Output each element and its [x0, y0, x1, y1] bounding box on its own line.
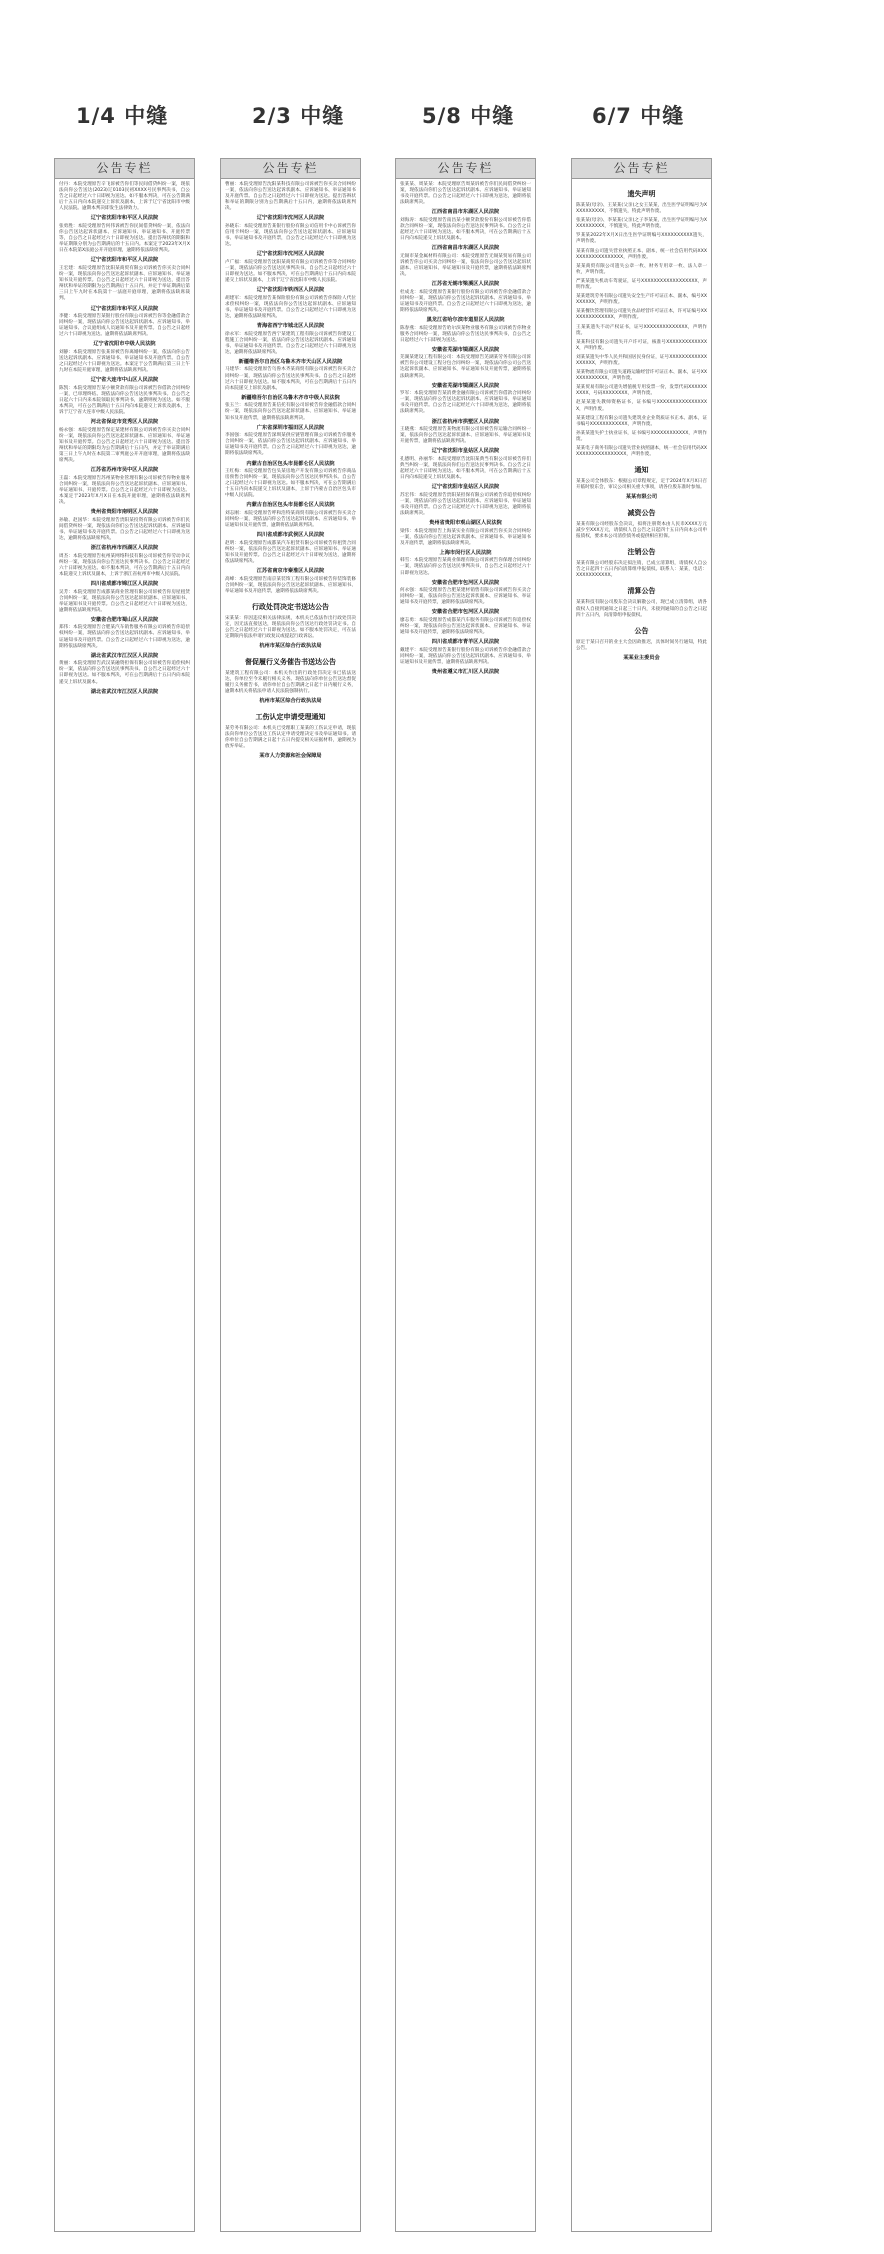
notice-issuer: 四川省成都市青羊区人民法院 — [431, 639, 500, 646]
heading-1-4: 1/4 中缝 — [76, 104, 169, 128]
notice-issuer: 贵州省遵义市汇川区人民法院 — [431, 668, 500, 675]
notice-paragraph: 某某公司全体股东：根据公司章程规定，定于2024年X月X日召开临时股东会，审议公司相关重大事项，请各位股东准时参加。 — [576, 479, 707, 491]
notice-paragraph: 戴建平：本院受理原告某银行股份有限公司诉被告你金融借款合同纠纷一案，现依法向你公告送达起诉状副本、应诉通知书、举证通知书及开庭传票，逾期将依法缺席判决。 — [400, 647, 531, 665]
notice-paragraph: 罗军：本院受理原告某消费金融有限公司诉被告你借款合同纠纷一案，现依法向你公告送达起诉状副本、应诉通知书、举证通知书及开庭传票。自公告之日起经过六十日即视为送达，逾期将依法缺席判决。 — [400, 391, 531, 415]
notice-issuer: 湖北省武汉市江汉区人民法院 — [90, 688, 159, 695]
notice-paragraph: 原定于某日召开的业主大会因故推迟，具体时间另行通知，特此公告。 — [576, 639, 707, 651]
notice-issuer: 上海市闵行区人民法院 — [439, 549, 492, 556]
column-4 — [571, 158, 712, 2232]
notice-paragraph: 付丹：本院受理原告辛飞诉被告你们等民间借贷纠纷一案，现依法向你公告送达(2023)辽0103民初XXXX号民事判决书，自公告之日起经过六十日即视为送达。如不服本判决，可在公告期满后十五日内向本院递交上诉状及副本，上诉于辽宁省沈阳市中级人民法院。逾期本判决即发生法律效力。 — [59, 182, 190, 212]
notice-paragraph: 王磊：本院受理原告苏州某物业管理有限公司诉被告你物业服务合同纠纷一案，现依法向你公告送达起诉状副本、应诉通知书、举证通知书、开庭传票。自公告之日起经过六十日即视为送达。本案定于2023年X月X日在本院开庭审理，逾期将依法缺席判决。 — [59, 475, 190, 506]
notice-paragraph: 孙晓东：本院受理原告某银行股份有限公司信用卡中心诉被告你信用卡纠纷一案，现依法向你公告送达起诉状副本、应诉通知书、举证通知书及开庭传票，自公告之日起经过六十日即视为送达。 — [225, 223, 356, 248]
section-title: 注销公告 — [627, 548, 656, 557]
notice-paragraph: 赵某某遗失教师资格证书，证书编号XXXXXXXXXXXXXXXXX，声明作废。 — [576, 400, 707, 412]
notice-issuer: 内蒙古自治区包头市昆都仑区人民法院 — [246, 460, 335, 467]
notice-paragraph: 严某某遗失机动车驾驶证，证号XXXXXXXXXXXXXXXXXX，声明作废。 — [576, 278, 707, 291]
notice-issuer: 杭州市某区综合行政执法局 — [259, 698, 322, 705]
notice-paragraph: 赵明：本院受理原告成都某汽车租赁有限公司诉被告你租赁合同纠纷一案，依法向你公告送达起诉状副本、应诉通知书、举证通知书及开庭传票。自公告之日起经过六十日即视为送达，逾期将依法缺席判决。 — [225, 540, 356, 565]
notice-issuer: 新疆维吾尔自治区乌鲁木齐市天山区人民法院 — [238, 358, 343, 365]
notice-paragraph: 曹丽：本院受理原告沈阳某科技有限公司诉被告你买卖合同纠纷一案，依法向你公告送达起诉状副本、应诉通知书、举证通知书及开庭传票。自公告之日起经过六十日即视为送达。提出答辩状和举证的期限分别为公告期满后十五日内，逾期将依法缺席判决。 — [225, 182, 356, 212]
notice-issuer: 黑龙江省哈尔滨市道里区人民法院 — [426, 317, 505, 323]
notice-paragraph: 张某某(母亲)、李某某(父亲)之子李某某，出生医学证明编号为XXXXXXXXXX，不慎遗失，特此声明作废。 — [576, 218, 707, 230]
notice-paragraph: 胡建军：本院受理原告某保险股份有限公司诉被告你保险人代位求偿权纠纷一案，现依法向你公告送达起诉状副本、应诉通知书、举证通知书及开庭传票。自公告之日起经过六十日即视为送达，逾期将依法缺席判决。 — [225, 295, 356, 319]
column-1 — [54, 158, 195, 2232]
notice-paragraph: 王红梅：本院受理原告包头某房地产开发有限公司诉被告你商品房预售合同纠纷一案，现依法向你公告送达民事判决书。自公告之日起经过六十日即视为送达。如不服本判决，可在公告期满后十五日内向本院递交上诉状及副本，上诉于内蒙古自治区包头市中级人民法院。 — [225, 469, 356, 499]
notice-paragraph: 梁伟：本院受理原告上海某实业有限公司诉被告你买卖合同纠纷一案，依法向你公告送达起诉状副本、应诉通知书、举证通知书及开庭传票，逾期将依法缺席判决。 — [400, 528, 531, 546]
notice-paragraph: 韩雪：本院受理原告某商业保理有限公司诉被告你保理合同纠纷一案，现依法向你公告送达民事判决书，自公告之日起经过六十日即视为送达。 — [400, 558, 531, 576]
notice-issuer: 江西省南昌市东湖区人民法院 — [431, 209, 500, 216]
notice-issuer: 贵州省贵阳市观山湖区人民法院 — [429, 520, 502, 527]
notice-paragraph: 卢广福：本院受理原告沈阳某商贸有限公司诉被告你等合同纠纷一案，现依法向你公告送达民事判决书。自公告之日起经过六十日即视为送达。如不服本判决，可在公告期满后十五日内向本院递交上诉状及副本，上诉于辽宁省沈阳市中级人民法院。 — [225, 259, 356, 284]
notice-issuer: 四川省成都市武侯区人民法院 — [256, 532, 325, 539]
notice-paragraph: 宋某某：你因违反相关法律法规，本机关已依法作出行政处罚决定，因无法直接送达，现依法向你公告送达行政处罚决定书。自公告之日起经过六十日即视为送达。如不服本处罚决定，可在法定期限内依法申请行政复议或提起行政诉讼。 — [225, 615, 356, 640]
notice-paragraph: 王晓燕：本院受理原告某物流有限公司诉被告你运输合同纠纷一案，依法向你公告送达起诉状副本、应诉通知书、举证通知书及开庭传票，逾期将依法缺席判决。 — [400, 427, 531, 445]
notice-paragraph: 张某某、周某某：本院受理原告周某诉被告你们民间借贷纠纷一案，现依法向你们公告送达起诉状副本、应诉通知书、举证通知书及开庭传票。自公告之日起经过六十日即视为送达，逾期将依法缺席判决。 — [400, 182, 531, 206]
notice-paragraph: 何永强：本院受理原告合肥某建材销售有限公司诉被告你买卖合同纠纷一案，依法向你公告送达起诉状副本、应诉通知书、举证通知书及开庭传票，逾期将依法缺席判决。 — [400, 588, 531, 606]
notice-paragraph: 陈春燕：本院受理原告哈尔滨某物业服务有限公司诉被告你物业服务合同纠纷一案，现依法向你公告送达民事判决书，自公告之日起经过六十日即视为送达。 — [400, 325, 531, 343]
notice-paragraph: 王宏建：本院受理原告沈阳某商贸有限公司诉被告你买卖合同纠纷一案，现依法向你公告送达起诉状副本、应诉通知书、举证通知书及开庭传票。自公告之日起经过六十日即视为送达，提出答辩状和举证的期限为公告期满后十五日内，并定于举证期满后第三日上午九时在本院第十一法庭开庭审理，逾期将依法缺席裁判。 — [59, 265, 190, 302]
notice-paragraph: 某建筑工程有限公司：本机关作出的行政处罚决定书已依法送达，你单位至今未履行相关义务。现依法向你单位公告送达督促履行义务催告书，请你单位自公告期满之日起十日内履行义务，逾期本机关将依法申请人民法院强制执行。 — [225, 670, 356, 695]
notice-paragraph: 廖志勇：本院受理原告成都某汽车服务有限公司诉被告你追偿权纠纷一案，现依法向你公告送达起诉状副本、应诉通知书、举证通知书及开庭传票，逾期将依法缺席判决。 — [400, 617, 531, 636]
notice-issuer: 四川省成都市锦江区人民法院 — [90, 581, 159, 587]
notice-paragraph: 某某科技有限公司遗失开户许可证，核准号XXXXXXXXXXXXXX，声明作废。 — [576, 339, 707, 351]
notice-paragraph: 某某建筑劳务有限公司遗失安全生产许可证正本、副本，编号XXXXXXXX，声明作废。 — [576, 294, 707, 306]
notice-issuer: 安徽省芜湖市镜湖区人民法院 — [431, 346, 500, 353]
notice-paragraph: 刘海涛：本院受理原告南昌某小额贷款股份有限公司诉被告你借款合同纠纷一案，现依法向你公告送达民事判决书。自公告之日起经过六十日即视为送达。如不服本判决，可在公告期满后十五日内向本院递交上诉状及副本。 — [400, 217, 531, 242]
notice-issuer: 新疆维吾尔自治区乌鲁木齐市中级人民法院 — [241, 394, 340, 401]
notice-paragraph: 吴芳：本院受理原告成都某商业管理有限公司诉被告你房屋租赁合同纠纷一案，现依法向你公告送达起诉状副本、应诉通知书、举证通知书及开庭传票。自公告之日起经过六十日即视为送达，逾期将依法缺席判决。 — [59, 589, 190, 613]
notice-issuer: 浙江省杭州市西湖区人民法院 — [90, 545, 159, 552]
notice-paragraph: 郑伟：本院受理原告合肥某汽车销售服务有限公司诉被告你追偿权纠纷一案，现依法向你公告送达起诉状副本、应诉通知书、举证通知书及开庭传票。自公告之日起经过六十日即视为送达，逾期将依法缺席判决。 — [59, 625, 190, 649]
notice-paragraph: 陈凯：本院受理原告某小额贷款有限公司诉被告你借款合同纠纷一案，已审理终结。现依法向你公告送达民事判决书。自公告之日起六十日内来本院领取民事判决书，逾期则视为送达。如不服本判决，可在公告期满后十五日内向本院递交上诉状及副本，上诉于辽宁省大连市中级人民法院。 — [59, 385, 190, 416]
section-title: 遗失声明 — [627, 190, 656, 198]
notice-paragraph: 徐永军：本院受理原告西宁某建筑工程有限公司诉被告你建设工程施工合同纠纷一案，依法向你公告送达起诉状副本、应诉通知书、举证通知书及开庭传票。自公告之日起经过六十日即视为送达，逾期将依法缺席判决。 — [225, 331, 356, 355]
notice-issuer: 辽宁省沈阳市沈河区人民法院 — [256, 251, 325, 258]
notice-paragraph: 马建华：本院受理原告乌鲁木齐某商贸有限公司诉被告你买卖合同纠纷一案，现依法向你公告送达民事判决书。自公告之日起经过六十日即视为送达。如不服本判决，可在公告期满后十五日内向本院递交上诉状及副本。 — [225, 367, 356, 391]
section-title: 通知 — [634, 466, 649, 475]
notice-paragraph: 李国强：本院受理原告深圳某供应链管理有限公司诉被告你服务合同纠纷一案，依法向你公告送达起诉状副本、应诉通知书、举证通知书及开庭传票。自公告之日起经过六十日即视为送达，逾期将依法缺席判决。 — [225, 433, 356, 457]
notice-issuer: 某市人力资源和社会保障局 — [259, 753, 322, 760]
column-title: 公告专栏 — [572, 159, 711, 179]
notice-issuer: 河北省保定市竞秀区人民法院 — [90, 419, 159, 426]
notice-issuer: 青海省西宁市城北区人民法院 — [256, 323, 325, 330]
notice-paragraph: 某某电子商务有限公司遗失营业执照副本，统一社会信用代码XXXXXXXXXXXXXXXXXX，声明作废。 — [576, 446, 707, 458]
notice-paragraph: 某某商贸有限公司遗失公章一枚、财务专用章一枚、法人章一枚，声明作废。 — [576, 263, 707, 275]
notice-paragraph: 杜成龙：本院受理原告某银行股份有限公司诉被告你金融借款合同纠纷一案，现依法向你公告送达起诉状副本、应诉通知书、举证通知书及开庭传票。自公告之日起经过六十日即视为送达，逾期将依法缺席判决。 — [400, 289, 531, 313]
column-title: 公告专栏 — [396, 159, 535, 179]
notice-issuer: 安徽省芜湖市镜湖区人民法院 — [431, 382, 500, 389]
column-title: 公告专栏 — [55, 159, 194, 179]
notice-paragraph: 苏宏伟：本院受理原告贵阳某担保有限公司诉被告你追偿权纠纷一案，现依法向你公告送达起诉状副本、应诉通知书、举证通知书及开庭传票。自公告之日起经过六十日即视为送达，逾期将依法缺席判决。 — [400, 492, 531, 516]
notice-issuer: 江苏省南京市秦淮区人民法院 — [256, 568, 325, 575]
notice-paragraph: 刘志刚：本院受理原告呼和浩特某商贸有限公司诉被告你买卖合同纠纷一案，现依法向你公告送达起诉状副本、应诉通知书、举证通知书及开庭传票，逾期将依法缺席判决。 — [225, 510, 356, 529]
notice-paragraph: 某某科技有限公司股东会决议解散公司，现已成立清算组，请各债权人自接到通知之日起三十日内，未接到通知的自公告之日起四十五日内，向清算组申报债权。 — [576, 600, 707, 618]
notice-paragraph: 孙某某遗失护士执业证书，证书编号XXXXXXXXXXXX，声明作废。 — [576, 430, 707, 442]
notice-paragraph: 张玉兰：本院受理原告某信托有限公司诉被告你金融借款合同纠纷一案，现依法向你公告送达起诉状副本、应诉通知书、举证通知书及开庭传票，逾期将依法缺席判决。 — [225, 403, 356, 421]
notice-paragraph: 高峰：本院受理原告南京某装饰工程有限公司诉被告你装饰装修合同纠纷一案，现依法向你公告送达起诉状副本、应诉通知书、举证通知书及开庭传票，逾期将依法缺席判决。 — [225, 576, 356, 594]
notice-paragraph: 某某有限公司遗失营业执照正本、副本，统一社会信用代码XXXXXXXXXXXXXXXXXX，声明作废。 — [576, 248, 707, 260]
notice-issuer: 辽宁省沈阳市和平区人民法院 — [90, 305, 159, 312]
section-title: 督促履行义务催告书送达公告 — [245, 657, 336, 666]
section-title: 工伤认定申请受理通知 — [255, 712, 326, 721]
notice-paragraph: 某某物流有限公司遗失道路运输经营许可证正本、副本，证号XXXXXXXXXXXX，声明作废。 — [576, 370, 707, 382]
notice-paragraph: 某某贸易有限公司遗失增值税专用发票一份，发票代码XXXXXXXXXX，号码XXXXXXXX，声明作废。 — [576, 385, 707, 397]
notice-issuer: 辽宁省沈阳市和平区人民法院 — [90, 215, 159, 222]
notice-paragraph: 芜湖某建设工程有限公司：本院受理原告芜湖某劳务有限公司诉被告你公司建设工程分包合同纠纷一案，现依法向你公司公告送达起诉状副本、应诉通知书、举证通知书及开庭传票，逾期将依法缺席判决。 — [400, 355, 531, 379]
notice-issuer: 广东省深圳市福田区人民法院 — [256, 424, 325, 431]
heading-2-3: 2/3 中缝 — [252, 104, 345, 128]
notice-paragraph: 刘某某遗失中华人民共和国居民身份证，证号XXXXXXXXXXXXXXXXXX，声明作废。 — [576, 354, 707, 366]
notice-issuer: 江苏省苏州市吴中区人民法院 — [90, 467, 159, 474]
notice-issuer: 某某业主委员会 — [623, 654, 660, 661]
notice-issuer: 辽宁省沈阳市皇姑区人民法院 — [431, 484, 500, 491]
notice-issuer: 内蒙古自治区包头市昆都仑区人民法院 — [246, 502, 335, 509]
notice-issuer: 江西省南昌市东湖区人民法院 — [431, 245, 500, 252]
notice-paragraph: 张勇胜：本院受理原告何伟诉被告你民间借贷纠纷一案，依法向你公告送达起诉状副本、应诉通知书、举证通知书、开庭传票等，自公告之日起经过六十日即视为送达。提出答辩状的期限和举证期限分别为公告期满后的十五日内。本案定于2023年X月X日在本院第X法庭公开开庭审理，逾期将依法缺席判决。 — [59, 223, 190, 254]
notice-paragraph: 罗某某2022年X月X日出生医学证明编号XXXXXXXXXX遗失，声明作废。 — [576, 233, 707, 245]
notice-issuer: 浙江省杭州市拱墅区人民法院 — [431, 418, 500, 425]
notice-issuer: 辽宁省沈阳市沈河区人民法院 — [256, 215, 325, 222]
column-3 — [395, 158, 536, 2232]
notice-paragraph: 李健：本院受理原告某银行股份有限公司诉被告你等金融借款合同纠纷一案，现依法向你公告送达起诉状副本、应诉通知书、举证通知书、合议庭组成人员通知书及开庭传票。自公告之日起经过六十日即视为送达。逾期将依法缺席判决。 — [59, 314, 190, 338]
notice-issuer: 杭州市某区综合行政执法局 — [259, 643, 322, 650]
column-body — [572, 179, 711, 663]
notice-paragraph: 王某某遗失不动产权证书，证号XXXXXXXXXXXXXX，声明作废。 — [576, 324, 707, 336]
notice-paragraph: 陈某某(母亲)、王某某(父亲)之女王某某，出生医学证明编号为XXXXXXXXXX，不慎遗失，特此声明作废。 — [576, 203, 707, 215]
notice-paragraph: 某某餐饮管理有限公司遗失食品经营许可证正本，许可证编号XXXXXXXXXXXXXX，声明作废。 — [576, 309, 707, 321]
notice-issuer: 某某有限公司 — [625, 494, 658, 501]
notice-issuer: 辽宁省沈阳市铁西区人民法院 — [256, 287, 325, 294]
section-title: 清算公告 — [627, 587, 656, 596]
notice-paragraph: 周杰：本院受理原告杭州某网络科技有限公司诉被告你劳动争议纠纷一案，现依法向你公告送达民事判决书。自公告之日起经过六十日即视为送达。如不服本判决，可在公告期满后十五日内向本院递交上诉状及副本，上诉于浙江省杭州市中级人民法院。 — [59, 553, 190, 577]
notice-paragraph: 杨永强：本院受理原告保定某建材有限公司诉被告你买卖合同纠纷一案，现依法向你公告送达起诉状副本、应诉通知书、举证通知书及开庭传票。自公告之日起经过六十日即视为送达。提出答辩状和举证的期限均为公告期满后十五日内，并定于举证期满后第三日上午九时在本院第二审判庭公开开庭审理，逾期将依法缺席判决。 — [59, 427, 190, 464]
column-body — [396, 179, 535, 677]
notice-issuer: 辽宁省沈阳市中级人民法院 — [93, 341, 156, 348]
notice-issuer: 安徽省合肥市包河区人民法院 — [431, 609, 500, 616]
column-body — [55, 179, 194, 697]
notice-paragraph: 某某有限公司经股东会决议，拟将注册资本由人民币XXXX万元减少至XXX万元，请债权人自公告之日起四十五日内向本公司申报债权，要求本公司清偿债务或提供相应担保。 — [576, 521, 707, 540]
notice-issuer: 安徽省合肥市包河区人民法院 — [431, 579, 500, 586]
heading-5-8: 5/8 中缝 — [422, 104, 515, 128]
section-title: 行政处罚决定书送达公告 — [252, 602, 329, 611]
notice-issuer: 辽宁省沈阳市和平区人民法院 — [90, 257, 159, 264]
notice-paragraph: 某某建设工程有限公司遗失建筑业企业资质证书正本、副本，证书编号XXXXXXXXXXXX，声明作废。 — [576, 415, 707, 427]
section-title: 公告 — [634, 626, 649, 635]
notice-paragraph: 无锡市某金属材料有限公司：本院受理原告无锡某贸易有限公司诉被告你公司买卖合同纠纷一案，依法向你公司公告送达起诉状副本、应诉通知书、举证通知书及开庭传票，逾期将依法缺席判决。 — [400, 253, 531, 278]
notice-paragraph: 某劳务有限公司：本机关已受理职工某某的工伤认定申请，现依法向你单位公告送达工伤认定申请受理决定书及举证通知书。请你单位自公告期满之日起十五日内提交相关证据材料，逾期视为放弃举证。 — [225, 725, 356, 749]
notice-issuer: 辽宁省大连市中山区人民法院 — [90, 377, 159, 384]
column-title: 公告专栏 — [221, 159, 360, 179]
notice-issuer: 江苏省无锡市梁溪区人民法院 — [431, 281, 500, 288]
notice-paragraph: 某某有限公司经股东决定拟注销，已成立清算组，请债权人自公告之日起四十五日内向清算组申报债权。联系人：某某，电话：XXXXXXXXXXX。 — [576, 561, 707, 579]
notice-issuer: 辽宁省沈阳市皇姑区人民法院 — [431, 448, 500, 455]
heading-6-7: 6/7 中缝 — [592, 104, 685, 128]
section-title: 减资公告 — [627, 508, 656, 517]
notice-paragraph: 孔德明、孙丽华：本院受理原告沈阳某典当有限公司诉被告你们典当纠纷一案，现依法向你们公告送达民事判决书。自公告之日起经过六十日即视为送达。如不服本判决，可在公告期满后十五日内向本院递交上诉状及副本。 — [400, 456, 531, 481]
notice-paragraph: 孙敏、赵国华：本院受理原告贵阳某投资有限公司诉被告你们民间借贷纠纷一案，现依法向你们公告送达起诉状副本、应诉通知书、举证通知书及开庭传票。自公告之日起经过六十日即视为送达，逾期将依法缺席判决。 — [59, 517, 190, 542]
column-body — [221, 179, 360, 762]
notice-issuer: 湖北省武汉市江汉区人民法院 — [90, 652, 159, 659]
notice-paragraph: 黄丽：本院受理原告武汉某融资担保有限公司诉被告你追偿权纠纷一案，依法向你公告送达民事判决书。自公告之日起经过六十日即视为送达。如不服本判决，可在公告期满后十五日内向本院递交上诉状及副本。 — [59, 661, 190, 685]
column-2 — [220, 158, 361, 2232]
notice-issuer: 安徽省合肥市蜀山区人民法院 — [90, 616, 159, 623]
notice-issuer: 贵州省贵阳市南明区人民法院 — [90, 509, 159, 516]
notice-paragraph: 刘静：本院受理原告张某诉被告你离婚纠纷一案，依法向你公告送达起诉状副本、应诉通知书、举证通知书及开庭传票。自公告之日起经过六十日即视为送达。本案定于公告期满后第三日上午九时在本院开庭审理，逾期将依法缺席判决。 — [59, 349, 190, 374]
